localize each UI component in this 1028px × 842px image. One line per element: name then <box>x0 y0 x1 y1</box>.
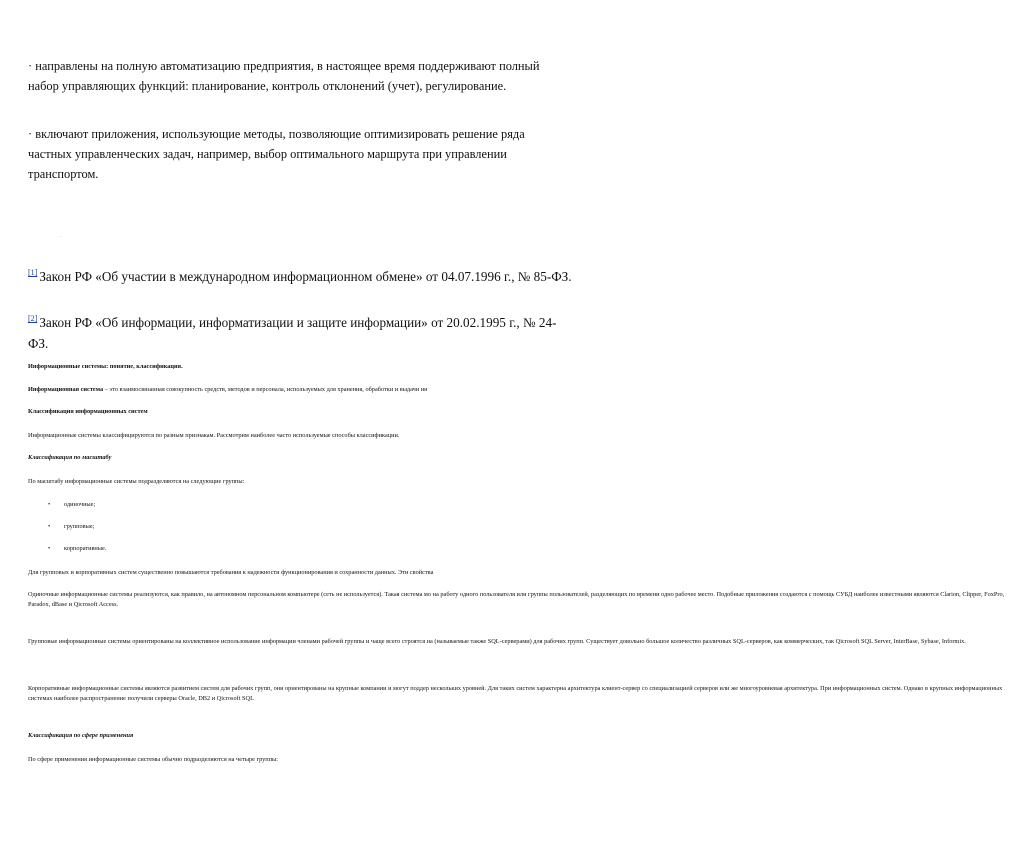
list-item: • корпоративные. <box>48 545 107 552</box>
definition-term: Информационная система <box>28 386 104 393</box>
scale-intro: По масштабу информационные системы подразделяются на следующие группы: <box>28 478 245 485</box>
stray-mark: . <box>60 233 62 239</box>
list-item: • групповые; <box>48 523 95 530</box>
paragraph-group-corporate: Для групповых и корпоративных систем существенно повышаются требования к надежности функционирования и сохранности данных. Эти свойства <box>28 569 434 576</box>
paragraph-group-systems: Групповые информационные системы ориентированы на коллективное использование информации членами рабочей группы и чаще всего строятся на (называемые также SQL-серверами) для рабочих групп. Существует довольно большое количество различных SQL-серверов, как коммерческих, так Qicrosoft SQL Server, InterBase, Sybase, Informix. <box>28 638 966 645</box>
footnote-2-text: Закон РФ «Об информации, информатизации и защите информации» от 20.02.1995 г., № 24-ФЗ. <box>28 315 557 351</box>
heading-is-concept: Информационные системы: понятие, классификация. <box>28 363 183 370</box>
paragraph-optimization: · включают приложения, использующие методы, позволяющие оптимизировать решение ряда частных управленческих задач, например, выбор оптимального маршрута при управлении транспортом. <box>28 127 525 181</box>
definition-text: – это взаимосвязанная совокупность средств, методов и персонала, используемых для хранения, обработки и выдачи ин <box>103 386 428 393</box>
list-item: • одиночные; <box>48 501 96 508</box>
classification-intro: Информационные системы классифицируются по разным признакам. Рассмотрим наиболее часто используемые способы классификации. <box>28 432 400 439</box>
footnote-1-text: Закон РФ «Об участии в международном информационном обмене» от 04.07.1996 г., № 85-ФЗ. <box>39 269 572 284</box>
paragraph-automation: · направлены на полную автоматизацию предприятия, в настоящее время поддерживают полный набор управляющих функций: планирование, контроль отклонений (учет), регулирование. <box>28 59 540 93</box>
paragraph-single-systems: Одиночные информационные системы реализуются, как правило, на автономном персональном компьютере (сеть не используется). Такая система мо на работу одного пользователя или группы пользователей, разделяющих по времени одно рабочее место. Подобные приложения создаются с помощь СУБД наиболее известными являются Clarion, Clipper, FoxPro, Paradox, dBase и Qicrosoft Access. <box>28 591 1005 608</box>
sphere-intro: По сфере применения информационные системы обычно подразделяются на четыре группы: <box>28 756 279 763</box>
footnote-1-link[interactable]: [1] <box>28 268 38 277</box>
definition-line <box>28 385 595 395</box>
paragraph-corporate-systems: Корпоративные информационные системы являются развитием систем для рабочих групп, они ориентированы на крупные компании и могут поддер нескольких уровней. Для таких систем характерна архитектура клиент-сервер со специализацией серверов или же многоуровневая архитектура. При информационных систем. Однако в крупных информационных системах наиболее распространение получили серверы Oracle, DB2 и Qicrosoft SQL <box>28 685 1003 702</box>
footnote-2 <box>28 308 573 354</box>
heading-by-sphere: Классификация по сфере применения <box>28 732 134 739</box>
footnote-2-link[interactable]: [2] <box>28 314 38 323</box>
heading-by-scale: Классификация по масштабу <box>28 454 112 461</box>
heading-classification: Классификация информационных систем <box>28 408 148 415</box>
footnote-1 <box>28 262 573 287</box>
